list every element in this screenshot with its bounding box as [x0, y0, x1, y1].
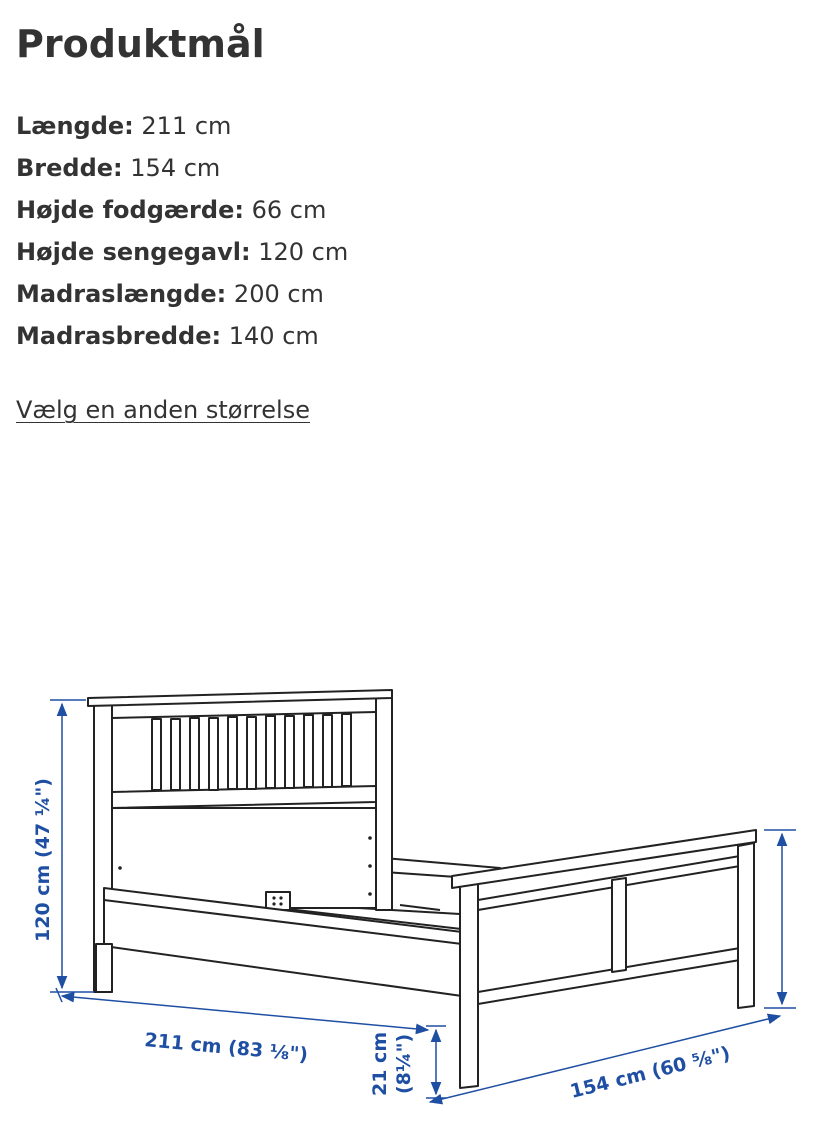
dimension-label: Højde fodgærde:	[16, 196, 244, 224]
bed-illustration	[88, 690, 756, 1088]
label-frame-height-cm: 21 cm	[369, 1031, 391, 1096]
dimension-length	[16, 105, 348, 147]
label-frame-height-in: (8¼")	[393, 1033, 415, 1094]
dimension-value: 211 cm	[141, 112, 232, 140]
dimension-label: Madraslængde:	[16, 280, 227, 308]
dimension-label: Madrasbredde:	[16, 322, 222, 350]
dimension-value: 154 cm	[130, 154, 221, 182]
label-headboard-height: 120 cm (47 ¼")	[32, 778, 54, 942]
dimension-headboard-height	[16, 231, 348, 273]
dimension-value: 66 cm	[251, 196, 327, 224]
label-width: 154 cm (60 ⅝")	[567, 1042, 733, 1103]
choose-other-size-link[interactable]: Vælg en anden størrelse	[16, 396, 310, 424]
dimension-value: 140 cm	[228, 322, 319, 350]
page-title: Produktmål	[16, 22, 265, 66]
bed-dimension-drawing	[0, 660, 840, 1130]
dimension-value: 200 cm	[233, 280, 324, 308]
dimension-list	[16, 105, 348, 357]
label-length: 211 cm (83 ⅛")	[143, 1029, 309, 1067]
dimension-label: Højde sengegavl:	[16, 238, 251, 266]
dimension-mattress-length	[16, 273, 348, 315]
dimension-footboard-height	[16, 189, 348, 231]
dimension-width	[16, 147, 348, 189]
dimension-label: Længde:	[16, 112, 134, 140]
dimension-mattress-width	[16, 315, 348, 357]
dimension-value: 120 cm	[258, 238, 349, 266]
dimension-label: Bredde:	[16, 154, 123, 182]
